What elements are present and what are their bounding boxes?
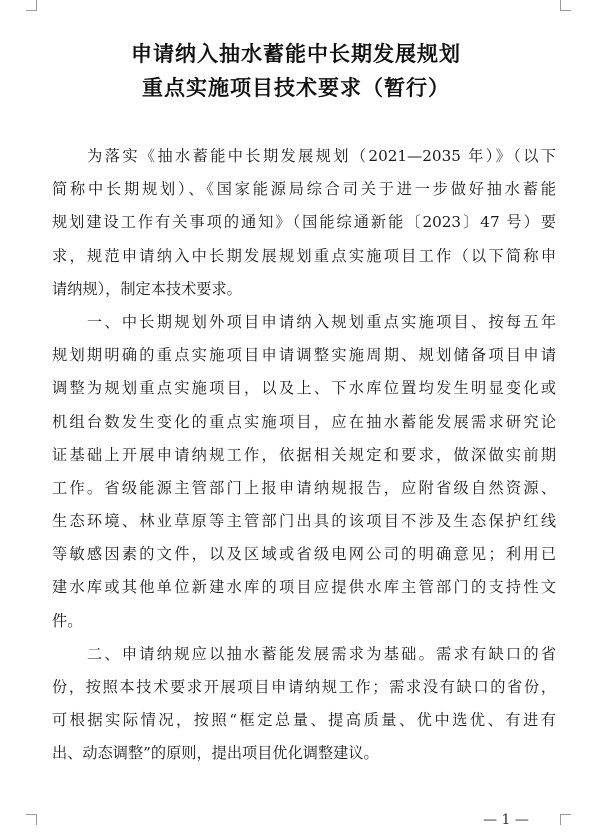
text-line: 工作。省级能源主管部门上报申请纳规报告，应附省级自然资源、 [52,478,556,497]
document-body [52,140,556,771]
crop-mark-bottom-left [26,814,37,825]
paragraph-intro [52,140,556,306]
text-line: 证基础上开展申请纳规工作，依据相关规定和要求，做深做实前期 [52,445,556,464]
text-line: 二、申请纳规应以抽水蓄能发展需求为基础。需求有缺口的省 [52,644,556,663]
document-title-line-1: 申请纳入抽水蓄能中长期发展规划 [131,41,461,66]
paragraph-section-one [52,306,556,638]
text-line: 出、动态调整”的原则，提出项目优化调整建议。 [52,744,379,763]
text-line: 求，规范申请纳入中长期发展规划重点实施项目工作（以下简称申 [52,246,556,265]
text-line: 件。 [52,611,83,630]
text-line: 份，按照本技术要求开展项目申请纳规工作；需求没有缺口的省份， [52,678,556,696]
text-line: 调整为规划重点实施项目，以及上、下水库位置均发生明显变化或 [52,379,556,398]
document-title-line-2: 重点实施项目技术要求（暂行） [142,75,450,100]
text-line: 生态环境、林业草原等主管部门出具的该项目不涉及生态保护红线 [52,512,556,531]
text-line: 机组台数发生变化的重点实施项目，应在抽水蓄能发展需求研究论 [52,412,556,431]
crop-mark-top-right [560,0,571,11]
text-line: 建水库或其他单位新建水库的项目应提供水库主管部门的支持性文 [52,578,556,597]
text-line: 一、中长期规划外项目申请纳入规划重点实施项目、按每五年 [52,312,556,331]
text-line: 等敏感因素的文件，以及区域或省级电网公司的明确意见；利用已 [52,545,556,564]
text-line: 可根据实际情况，按照“框定总量、提高质量、优中选优、有进有 [52,711,556,730]
text-line: 为落实《抽水蓄能中长期发展规划（2021—2035 年）》（以下 [52,147,556,165]
text-line: 请纳规），制定本技术要求。 [52,279,242,298]
text-line: 规划期明确的重点实施项目申请调整实施周期、规划储备项目申请 [52,346,556,365]
paragraph-section-two [52,638,556,771]
page-number: — 1 — [483,812,529,828]
text-line: 简称中长期规划）、《国家能源局综合司关于进一步做好抽水蓄能 [52,180,556,199]
crop-mark-top-left [26,0,37,11]
crop-mark-bottom-right [560,814,571,825]
text-line: 规划建设工作有关事项的通知》（国能综通新能〔2023〕47 号）要 [52,213,556,232]
